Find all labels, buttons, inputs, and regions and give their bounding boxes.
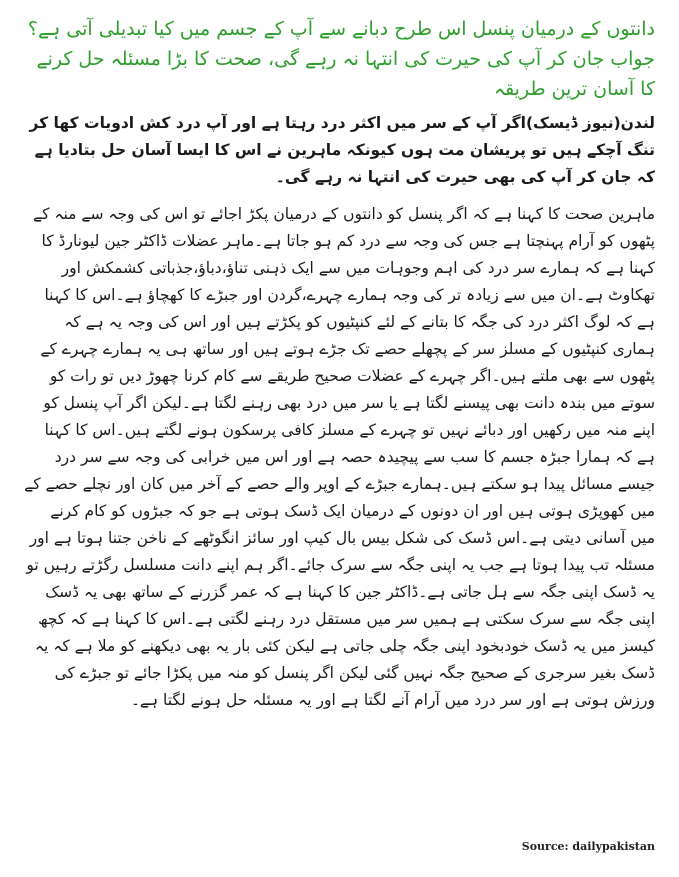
source-credit: Source: dailypakistan bbox=[521, 840, 655, 853]
article-intro: لندن(نیوز ڈیسک)اگر آپ کے سر میں اکثر درد رہتا ہے اور آپ درد کش ادویات کھا کر تنگ آچکے ہیں تو پریشان مت ہوں کیونکہ ماہرین نے اس کا ایسا آسان حل بتادیا ہے کہ جان کر آپ کی بھی حیرت کی انتہا نہ رہے گی۔ bbox=[29, 114, 655, 186]
article-headline: دانتوں کے درمیان پنسل اس طرح دبانے سے آپ کے جسم میں کیا تبدیلی آتی ہے؟جواب جان کر آپ کی حیرت کی انتہا نہ رہے گی، صحت کا بڑا مسئلہ حل کرنے کا آسان ترین طریقہ bbox=[27, 18, 655, 100]
article-body: ماہرین صحت کا کہنا ہے کہ اگر پنسل کو دانتوں کے درمیان پکڑ اجائے تو اس کی وجہ سے منہ کے پٹھوں کو آرام پہنچتا ہے جس کی وجہ سے درد کم ہو جاتا ہے۔ماہر عضلات ڈاکٹر جین لیونارڈ کا کہنا ہے کہ ہمارے سر درد کی اہم وجوہات میں سے ایک ذہنی تناﺅ،دباﺅ،جذباتی کشمکش اور تھکاوٹ ہے۔ان میں سے زیادہ تر کی وجہ ہمارے چہرے،گردن اور جبڑے کا کھچاﺅ ہے۔اس کا کہنا ہے کہ لوگ اکثر درد کی جگہ کا بتانے کے لئے کنپٹیوں کو پکڑتے ہیں اور اس کی وجہ یہ ہے کہ ہماری کنپٹیوں کے مسلز سر کے پچھلے حصے تک جڑے ہوتے ہیں اور ساتھ ہی یہ ہمارے چہرے کے پٹھوں سے بھی ملتے ہیں۔اگر چہرے کے عضلات صحیح طریقے سے کام کرنا چھوڑ دیں تو رات کو سوتے میں بندہ دانت بھی پیسنے لگتا ہے یا سر میں درد بھی رہنے لگتا ہے۔لیکن اگر آپ پنسل کو اپنے منہ میں رکھیں اور دبائے نہیں تو چہرے کے مسلز کافی پرسکون ہونے لگتے ہیں۔اس کا کہنا ہے کہ ہمارا جبڑہ جسم کا سب سے پیچیدہ حصہ ہے اور اس میں خرابی کی وجہ سے سر درد جیسے مسائل پیدا ہو سکتے ہیں۔ہمارے جبڑے کے اوپر والے حصے کے آخر میں کان اور نچلے حصے کے میں کھوپڑی ہوتی ہیں اور ان دونوں کے درمیان ایک ڈسک ہوتی ہے جو کہ جبڑوں کو کام کرنے میں آسانی دیتی ہے۔اس ڈسک کی شکل بیس بال کیپ اور سائز انگوٹھے کے ناخن جتنا ہوتا ہے اور مسئلہ تب پیدا ہوتا ہے جب یہ اپنی جگہ سے سرک جائے۔اگر ہم اپنے دانت مسلسل رگڑتے رہیں تو یہ ڈسک اپنی جگہ سے ہل جاتی ہے۔ڈاکٹر جین کا کہنا ہے کہ عمر گزرنے کے ساتھ بھی یہ ڈسک اپنی جگہ سے سرک سکتی ہے ہمیں سر میں مستقل درد رہنے لگتی ہے۔اس کا کہنا ہے کہ کچھ کیسز میں یہ ڈسک خودبخود اپنی جگہ چلی جاتی ہے لیکن کئی بار یہ بھی دیکھنے کو ملا ہے کہ یہ ڈسک بغیر سرجری کے صحیح جگہ نہیں گئی لیکن اگر پنسل کو منہ میں پکڑا جائے تو جبڑے کی ورزش ہوتی ہے اور سر درد میں آرام آنے لگتا ہے اور یہ مسئلہ حل ہونے لگتا ہے۔ bbox=[24, 205, 655, 709]
